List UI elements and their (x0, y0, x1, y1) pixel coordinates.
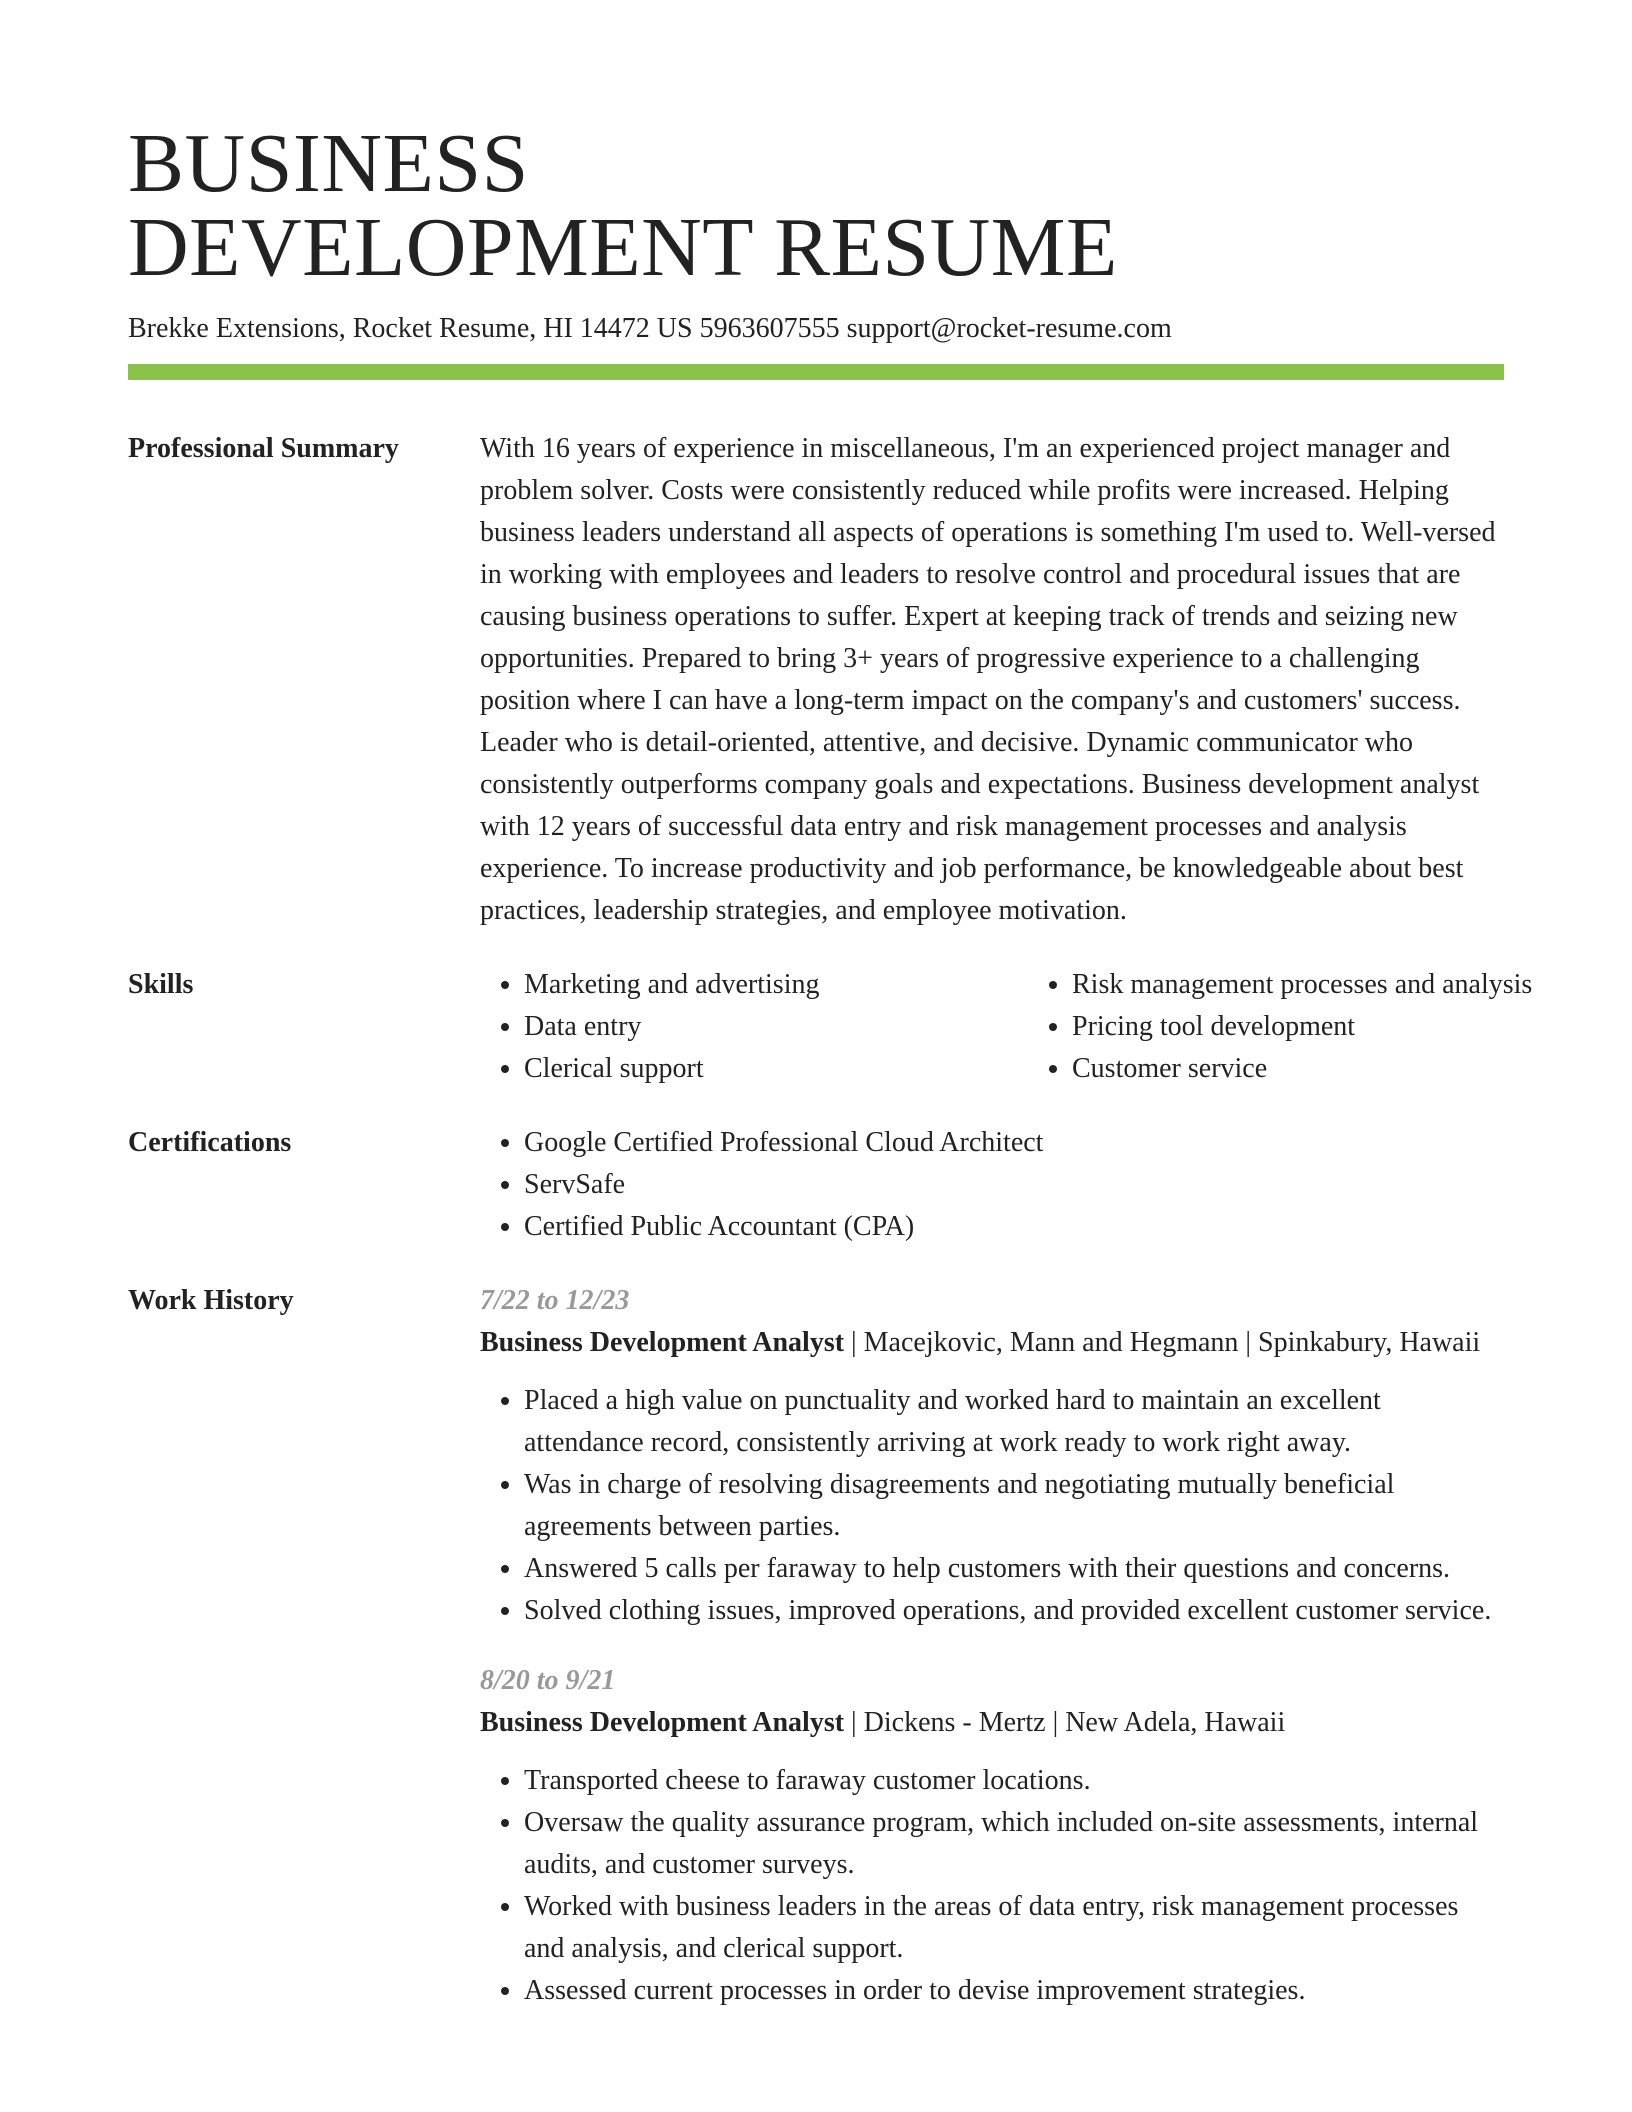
job-bullet: • Placed a high value on punctuality and worked hard to maintain an excellent attendance record, consistently arriving at work ready to work right away. (524, 1380, 1504, 1464)
skills-section (128, 964, 1533, 1090)
certifications-list (480, 1122, 1504, 1248)
job-entry (480, 1660, 1504, 2012)
job-bullet: • Answered 5 calls per faraway to help customers with their questions and concerns. (524, 1548, 1504, 1590)
contact-line: Brekke Extensions, Rocket Resume, HI 14472 US 5963607555 support@rocket-resume.com (128, 313, 1172, 344)
job-heading (480, 1322, 1504, 1364)
skills-column-2 (1028, 964, 1592, 1090)
job-dates: 7/22 to 12/23 (480, 1285, 630, 1316)
job-bullet: • Worked with business leaders in the areas of data entry, risk management processes and analysis, and clerical support. (524, 1886, 1504, 1970)
resume-page (128, 117, 1533, 2012)
job-heading (480, 1702, 1504, 1744)
job-details: | Dickens - Mertz | New Adela, Hawaii (844, 1707, 1286, 1738)
skills-list (480, 964, 1592, 1090)
job-bullets (480, 1380, 1504, 1632)
job-bullet: • Oversaw the quality assurance program, which included on-site assessments, internal audits, and customer surveys. (524, 1802, 1504, 1886)
skills-column-1 (480, 964, 1028, 1090)
certification-item: • Google Certified Professional Cloud Architect (524, 1122, 1504, 1164)
skill-item: • Clerical support (524, 1048, 1028, 1090)
summary-label: Professional Summary (128, 433, 399, 464)
skill-item: • Customer service (1072, 1048, 1592, 1090)
job-bullet: • Was in charge of resolving disagreements and negotiating mutually beneficial agreements between parties. (524, 1464, 1504, 1548)
job-details: | Macejkovic, Mann and Hegmann | Spinkabury, Hawaii (844, 1327, 1481, 1358)
job-bullets (480, 1760, 1504, 2012)
job-entry (480, 1280, 1504, 1632)
work-history-label: Work History (128, 1285, 294, 1316)
work-history-list (480, 1280, 1504, 2012)
certifications-section (128, 1122, 1504, 1248)
skill-item: • Data entry (524, 1006, 1028, 1048)
job-title: Business Development Analyst (480, 1327, 845, 1358)
title-line-1: BUSINESS (128, 117, 529, 210)
job-bullet: • Solved clothing issues, improved operations, and provided excellent customer service. (524, 1590, 1504, 1632)
work-history-section (128, 1280, 1504, 2012)
accent-divider (128, 364, 1504, 380)
summary-text: With 16 years of experience in miscellaneous, I'm an experienced project manager and problem solver. Costs were consistently reduced while profits were increased. Helping business leaders understand all aspects of operations is something I'm used to. Well-versed in working with employees and leaders to resolve control and procedural issues that are causing business operations to suffer. Expert at keeping track of trends and seizing new opportunities. Prepared to bring 3+ years of progressive experience to a challenging position where I can have a long-term impact on the company's and customers' success. Leader who is detail-oriented, attentive, and decisive. Dynamic communicator who consistently outperforms company goals and expectations. Business development analyst with 12 years of successful data entry and risk management processes and analysis experience. To increase productivity and job performance, be knowledgeable about best practices, leadership strategies, and employee motivation. (480, 433, 1496, 926)
job-bullet: • Assessed current processes in order to devise improvement strategies. (524, 1970, 1504, 2012)
summary-section (128, 428, 1504, 932)
skill-item: • Risk management processes and analysis (1072, 964, 1592, 1006)
title-line-2: DEVELOPMENT RESUME (128, 201, 1118, 294)
resume-title (128, 117, 1504, 294)
skills-label: Skills (128, 969, 194, 1000)
certification-item: • ServSafe (524, 1164, 1504, 1206)
certifications-label: Certifications (128, 1127, 292, 1158)
skill-item: • Marketing and advertising (524, 964, 1028, 1006)
skill-item: • Pricing tool development (1072, 1006, 1592, 1048)
certifications-bullets (480, 1122, 1504, 1248)
job-dates: 8/20 to 9/21 (480, 1665, 616, 1696)
job-bullet: • Transported cheese to faraway customer locations. (524, 1760, 1504, 1802)
certification-item: • Certified Public Accountant (CPA) (524, 1206, 1504, 1248)
job-title: Business Development Analyst (480, 1707, 845, 1738)
